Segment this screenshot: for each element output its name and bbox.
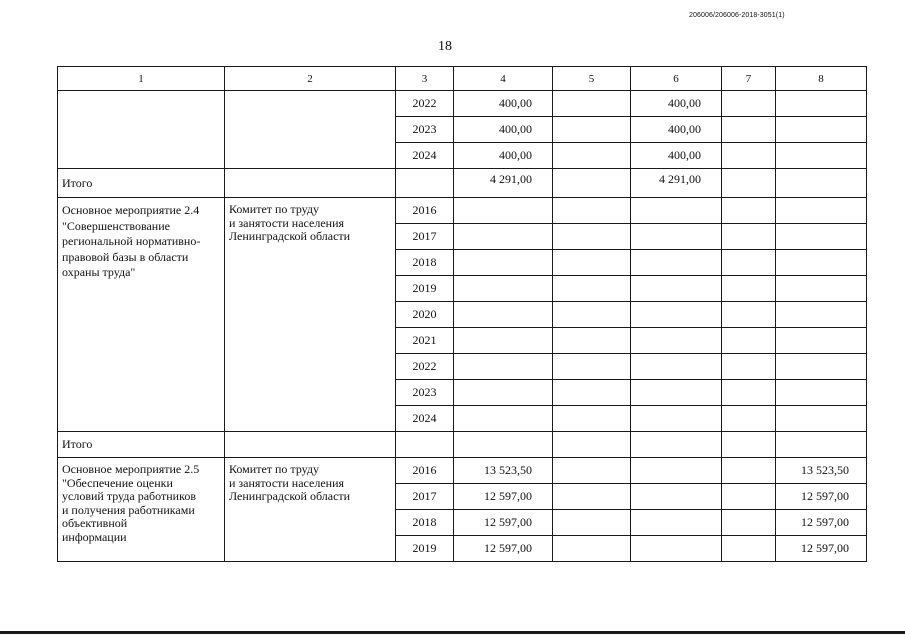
header-cell: 6 [631, 67, 722, 91]
amount-cell [553, 250, 631, 276]
description-line: Основное мероприятие 2.5 [62, 462, 200, 476]
total-amount-cell [553, 432, 631, 458]
total-amount-cell [553, 169, 631, 198]
description-line: условий труда работников [62, 489, 196, 503]
amount-cell [454, 328, 553, 354]
amount-cell [631, 276, 722, 302]
amount-cell: 400,00 [454, 117, 553, 143]
amount-cell [722, 91, 776, 117]
continued-description-cell [58, 91, 225, 169]
description-line: региональной нормативно- [62, 234, 201, 248]
amount-cell [722, 302, 776, 328]
empty-cell [225, 432, 396, 458]
amount-cell: 12 597,00 [454, 510, 553, 536]
amount-cell [631, 380, 722, 406]
year-cell: 2021 [396, 328, 454, 354]
amount-cell [553, 510, 631, 536]
year-cell: 2017 [396, 484, 454, 510]
amount-cell: 13 523,50 [454, 458, 553, 484]
amount-cell [631, 406, 722, 432]
amount-cell [776, 302, 867, 328]
amount-cell [631, 302, 722, 328]
amount-cell [631, 536, 722, 562]
scan-edge-rule [0, 631, 905, 634]
header-cell: 1 [58, 67, 225, 91]
executor-cell [225, 198, 396, 432]
year-cell: 2018 [396, 250, 454, 276]
amount-cell [553, 276, 631, 302]
amount-cell [776, 380, 867, 406]
executor-line: Комитет по труду [229, 202, 320, 216]
measure-description [58, 458, 225, 562]
executor-line: и занятости населения [229, 475, 345, 490]
header-cell: 5 [553, 67, 631, 91]
header-cell: 2 [225, 67, 396, 91]
amount-cell: 12 597,00 [776, 536, 867, 562]
year-cell: 2016 [396, 458, 454, 484]
amount-cell [722, 117, 776, 143]
amount-cell [631, 484, 722, 510]
table-row [58, 91, 867, 117]
empty-cell [396, 432, 454, 458]
executor-cell [225, 458, 396, 562]
amount-cell [553, 328, 631, 354]
amount-cell: 12 597,00 [454, 536, 553, 562]
year-cell: 2023 [396, 380, 454, 406]
amount-cell [631, 510, 722, 536]
amount-cell [454, 380, 553, 406]
amount-cell [553, 302, 631, 328]
year-cell: 2024 [396, 406, 454, 432]
year-cell: 2016 [396, 198, 454, 224]
amount-cell: 400,00 [631, 143, 722, 169]
amount-cell [631, 328, 722, 354]
description-line: Основное мероприятие 2.4 [62, 203, 200, 217]
total-label: Итого [58, 169, 225, 198]
amount-cell [722, 536, 776, 562]
amount-cell [722, 380, 776, 406]
description-line: и получения работниками [62, 502, 195, 517]
header-cell: 4 [454, 67, 553, 91]
amount-cell [631, 250, 722, 276]
amount-cell [776, 224, 867, 250]
year-cell: 2023 [396, 117, 454, 143]
amount-cell [722, 143, 776, 169]
year-cell: 2022 [396, 91, 454, 117]
header-cell: 7 [722, 67, 776, 91]
total-amount-cell: 4 291,00 [454, 169, 553, 198]
executor-line: Ленинградской области [229, 229, 351, 243]
total-label: Итого [58, 432, 225, 458]
amount-cell [776, 143, 867, 169]
amount-cell [454, 250, 553, 276]
table-row [58, 198, 867, 224]
total-amount-cell [454, 432, 553, 458]
amount-cell [553, 406, 631, 432]
amount-cell [631, 458, 722, 484]
amount-cell: 12 597,00 [776, 484, 867, 510]
amount-cell [553, 484, 631, 510]
amount-cell: 13 523,50 [776, 458, 867, 484]
amount-cell [553, 458, 631, 484]
continued-executor-cell [225, 91, 396, 169]
total-amount-cell [722, 169, 776, 198]
description-line: "Обеспечение оценки [62, 475, 173, 490]
year-cell: 2020 [396, 302, 454, 328]
amount-cell: 12 597,00 [454, 484, 553, 510]
amount-cell [631, 354, 722, 380]
header-row [58, 67, 867, 91]
executor-line: и занятости населения [229, 215, 345, 230]
total-row [58, 432, 867, 458]
amount-cell: 12 597,00 [776, 510, 867, 536]
header-cell: 8 [776, 67, 867, 91]
budget-table [57, 66, 867, 562]
amount-cell [454, 198, 553, 224]
amount-cell [776, 250, 867, 276]
amount-cell: 400,00 [454, 143, 553, 169]
page-number: 18 [438, 39, 452, 54]
executor-line: Комитет по труду [229, 462, 320, 476]
year-cell: 2022 [396, 354, 454, 380]
amount-cell [553, 380, 631, 406]
description-line: "Совершенствование [62, 218, 170, 233]
year-cell: 2017 [396, 224, 454, 250]
total-amount-cell [776, 169, 867, 198]
amount-cell [776, 276, 867, 302]
amount-cell [553, 224, 631, 250]
total-amount-cell [631, 432, 722, 458]
amount-cell [553, 143, 631, 169]
amount-cell [722, 406, 776, 432]
amount-cell [553, 354, 631, 380]
amount-cell [722, 354, 776, 380]
amount-cell [722, 458, 776, 484]
document-id: 206006/206006-2018-3051(1) [689, 12, 785, 19]
amount-cell: 400,00 [631, 91, 722, 117]
executor-line: Ленинградской области [229, 489, 351, 503]
table-row [58, 458, 867, 484]
amount-cell [553, 536, 631, 562]
year-cell: 2018 [396, 510, 454, 536]
amount-cell [776, 91, 867, 117]
header-cell: 3 [396, 67, 454, 91]
total-row [58, 169, 867, 198]
amount-cell [776, 328, 867, 354]
amount-cell [631, 198, 722, 224]
amount-cell [553, 117, 631, 143]
amount-cell: 400,00 [454, 91, 553, 117]
description-line: информации [62, 529, 127, 544]
amount-cell [722, 198, 776, 224]
amount-cell [776, 354, 867, 380]
description-line: объективной [62, 516, 128, 530]
amount-cell [776, 406, 867, 432]
description-line: охраны труда" [62, 265, 136, 279]
year-cell: 2019 [396, 536, 454, 562]
measure-description [58, 198, 225, 432]
year-cell: 2024 [396, 143, 454, 169]
amount-cell [722, 276, 776, 302]
total-amount-cell: 4 291,00 [631, 169, 722, 198]
empty-cell [396, 169, 454, 198]
amount-cell [722, 484, 776, 510]
amount-cell [722, 224, 776, 250]
amount-cell [722, 328, 776, 354]
year-cell: 2019 [396, 276, 454, 302]
amount-cell: 400,00 [631, 117, 722, 143]
amount-cell [553, 198, 631, 224]
total-amount-cell [722, 432, 776, 458]
amount-cell [454, 354, 553, 380]
description-line: правовой базы в области [62, 249, 189, 264]
amount-cell [722, 250, 776, 276]
empty-cell [225, 169, 396, 198]
amount-cell [454, 276, 553, 302]
total-amount-cell [776, 432, 867, 458]
amount-cell [454, 224, 553, 250]
amount-cell [722, 510, 776, 536]
amount-cell [631, 224, 722, 250]
amount-cell [454, 406, 553, 432]
amount-cell [776, 198, 867, 224]
amount-cell [776, 117, 867, 143]
amount-cell [553, 91, 631, 117]
amount-cell [454, 302, 553, 328]
